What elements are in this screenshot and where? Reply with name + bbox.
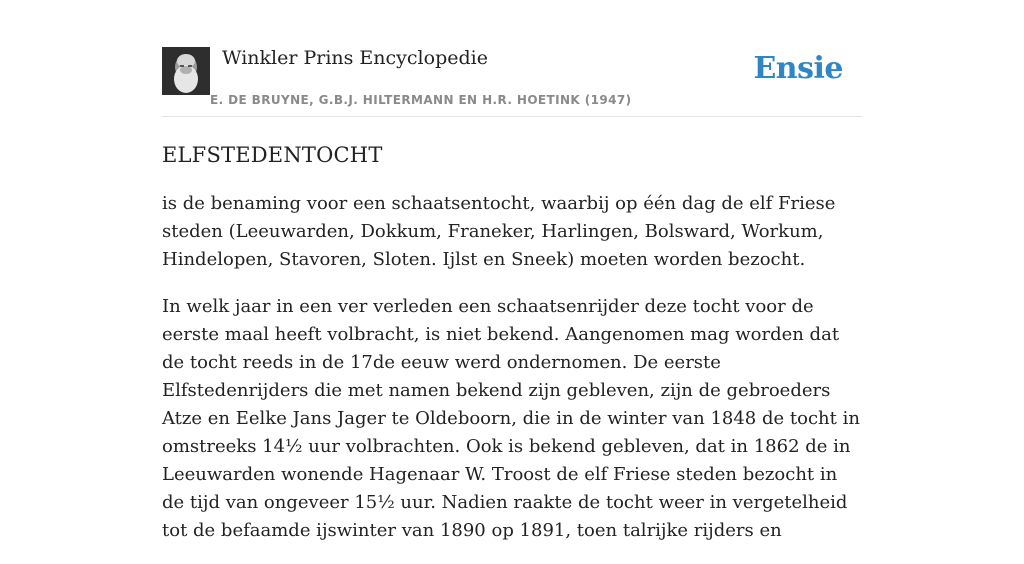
site-title[interactable]: Winkler Prins Encyclopedie xyxy=(222,47,488,69)
article-headword: ELFSTEDENTOCHT xyxy=(162,143,383,167)
article-paragraph: is de benaming voor een schaatsentocht, waarbij op één dag de elf Friese steden (Leeuwarden, Dokkum, Franeker, Harlingen, Bolsward, Workum, Hindelopen, Stavoren, Sloten. Ijlst en Sneek) moeten worden bezocht. xyxy=(162,193,836,270)
brand-logo[interactable]: Ensie xyxy=(753,51,843,86)
article xyxy=(162,140,862,564)
authors-line: E. DE BRUYNE, G.B.J. HILTERMANN EN H.R. HOETINK (1947) xyxy=(210,93,632,107)
author-avatar-icon[interactable] xyxy=(162,47,210,95)
portrait-image xyxy=(162,47,210,95)
site-header xyxy=(162,44,862,117)
article-paragraph: In welk jaar in een ver verleden een schaatsenrijder deze tocht voor de eerste maal heeft volbracht, is niet bekend. Aangenomen mag worden dat de tocht reeds in de 17de eeuw werd ondernomen. De eerste Elfstedenrijders die met namen bekend zijn gebleven, zijn de gebroeders Atze en Eelke Jans Jager te Oldeboorn, die in de winter van 1848 de tocht in omstreeks 14½ uur volbrachten. Ook is bekend gebleven, dat in 1862 de in Leeuwarden wonende Hagenaar W. Troost de elf Friese steden bezocht in de tijd van ongeveer 15½ uur. Nadien raakte de tocht weer in vergetelheid tot de befaamde ijswinter van 1890 op 1891, toen talrijke rijders en xyxy=(162,296,860,541)
